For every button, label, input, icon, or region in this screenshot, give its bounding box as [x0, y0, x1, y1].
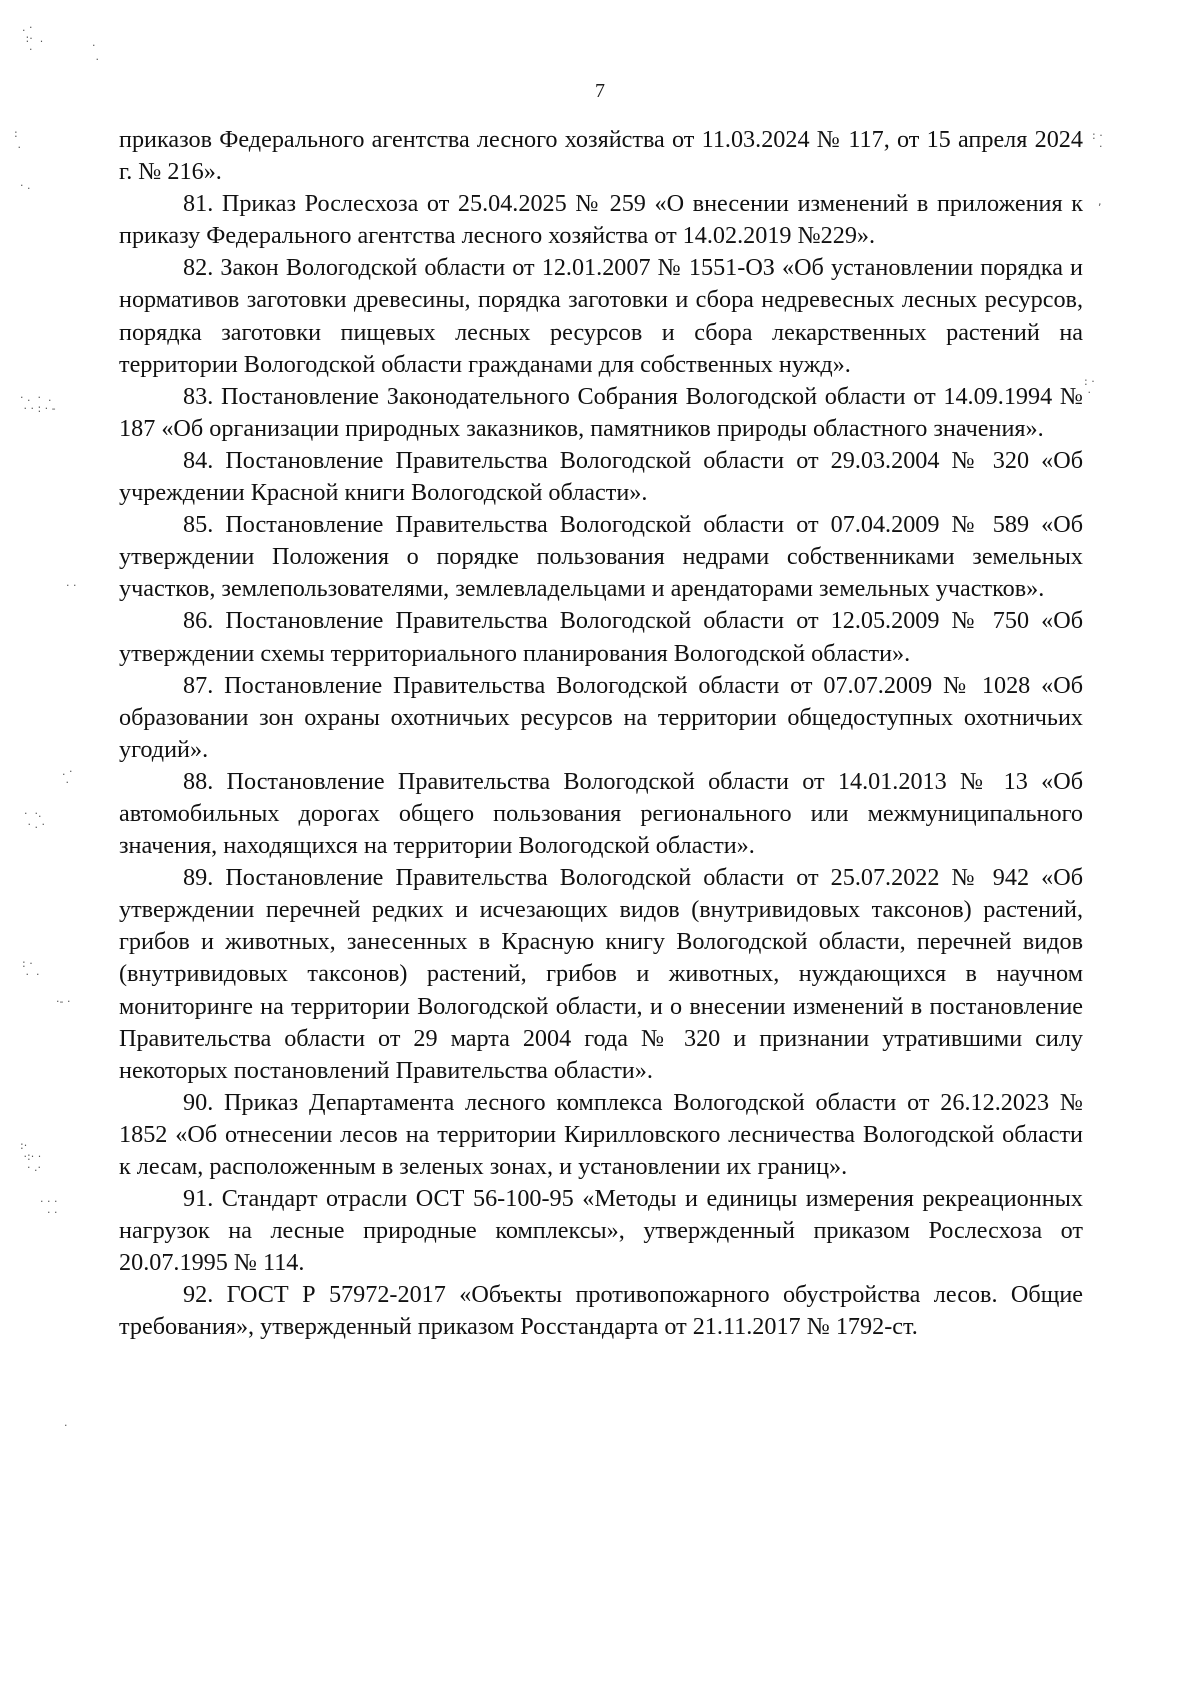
scan-speck: · ·. · . · [24, 807, 45, 831]
scan-speck: · · · · · [40, 1195, 58, 1219]
scan-speck: . · :· . · [22, 21, 44, 56]
scan-speck: : · · · [22, 957, 40, 981]
scan-speck: : · · [1084, 375, 1095, 399]
scan-speck: :· ·:· · · .· [20, 1139, 42, 1174]
scan-speck: · [64, 1419, 68, 1432]
list-item-90: 90. Приказ Департамента лесного комплекса Вологодской области от 26.12.2023 № 1852 «Об отнесении лесов на территории Кирилловского лесничества Вологодской области к лесам, расположенным в зеленых зонах, и установлении их границ». [119, 1088, 1083, 1180]
scan-speck: ·- · [56, 995, 71, 1008]
document-body [119, 124, 1083, 1344]
list-item-87: 87. Постановление Правительства Вологодской области от 07.07.2009 № 1028 «Об образовании зон охраны охотничьих ресурсов на территории общедоступных охотничьих угодий». [119, 671, 1083, 763]
scan-speck: : · · [1092, 129, 1103, 153]
list-item-92: 92. ГОСТ Р 57972-2017 «Объекты противопожарного обустройства лесов. Общие требования», утвержденный приказом Росстандарта от 21.11.2017 № 1792-ст. [119, 1281, 1083, 1341]
list-item-82: 82. Закон Вологодской области от 12.01.2007 № 1551-ОЗ «Об установлении порядка и нормативов заготовки древесины, порядка заготовки и сбора недревесных лесных ресурсов, порядка заготовки пищевых лесных ресурсов и сбора лекарственных растений на территории Вологодской области гражданами для собственных нужд». [119, 254, 1083, 378]
scan-speck: : . [14, 127, 21, 151]
list-item-84: 84. Постановление Правительства Вологодской области от 29.03.2004 № 320 «Об учреждении Красной книги Вологодской области». [119, 446, 1083, 507]
scan-speck: · · [66, 579, 77, 592]
list-item-86: 86. Постановление Правительства Вологодской области от 12.05.2009 № 750 «Об утверждении схемы территориального планирования Вологодской области». [119, 607, 1083, 667]
list-item-81: 81. Приказ Рослесхоза от 25.04.2025 № 259 «О внесении изменений в приложения к приказу Федерального агентства лесного хозяйства от 14.02.2019 №229». [119, 190, 1083, 250]
scan-speck: , [1098, 195, 1102, 208]
list-item-89: 89. Постановление Правительства Вологодской области от 25.07.2022 № 942 «Об утверждении перечней редких и исчезающих видов (внутривидовых таксонов) растений, грибов и животных, занесенных в Красную книгу Вологодской области, перечней видов (внутривидовых таксонов) растений, грибов и животных, нуждающихся в научном мониторинге на территории Вологодской области, и о внесении изменений в постановление Правительства области от 29 марта 2004 года № 320 и признании утратившими силу некоторых постановлений Правительства области». [119, 864, 1083, 1084]
list-item-85: 85. Постановление Правительства Вологодской области от 07.04.2009 № 589 «Об утверждении Положения о порядке пользования недрами собственниками земельных участков, землепользователями, землевладельцами и арендаторами земельных участков». [119, 511, 1083, 603]
scan-speck: · . [20, 179, 31, 192]
paragraph-continuation: приказов Федерального агентства лесного хозяйства от 11.03.2024 № 117, от 15 апреля 2024 г. № 216». [119, 126, 1083, 186]
scan-speck: · . · . · · : · - [20, 391, 56, 415]
list-item-83: 83. Постановление Законодательного Собрания Вологодской области от 14.09.1994 № 187 «Об организации природных заказников, памятников природы областного значения». [119, 382, 1083, 442]
page-number: 7 [595, 80, 605, 102]
list-item-91: 91. Стандарт отрасли ОСТ 56-100-95 «Методы и единицы измерения рекреационных нагрузок на лесные природные комплексы», утвержденный приказом Рослесхоза от 20.07.1995 № 114. [119, 1185, 1083, 1277]
scan-speck: . · · [62, 765, 73, 789]
scan-speck: · . [92, 39, 99, 63]
list-item-88: 88. Постановление Правительства Вологодской области от 14.01.2013 № 13 «Об автомобильных дорогах общего пользования регионального или межмуниципального значения, находящихся на территории Вологодской области». [119, 767, 1083, 860]
